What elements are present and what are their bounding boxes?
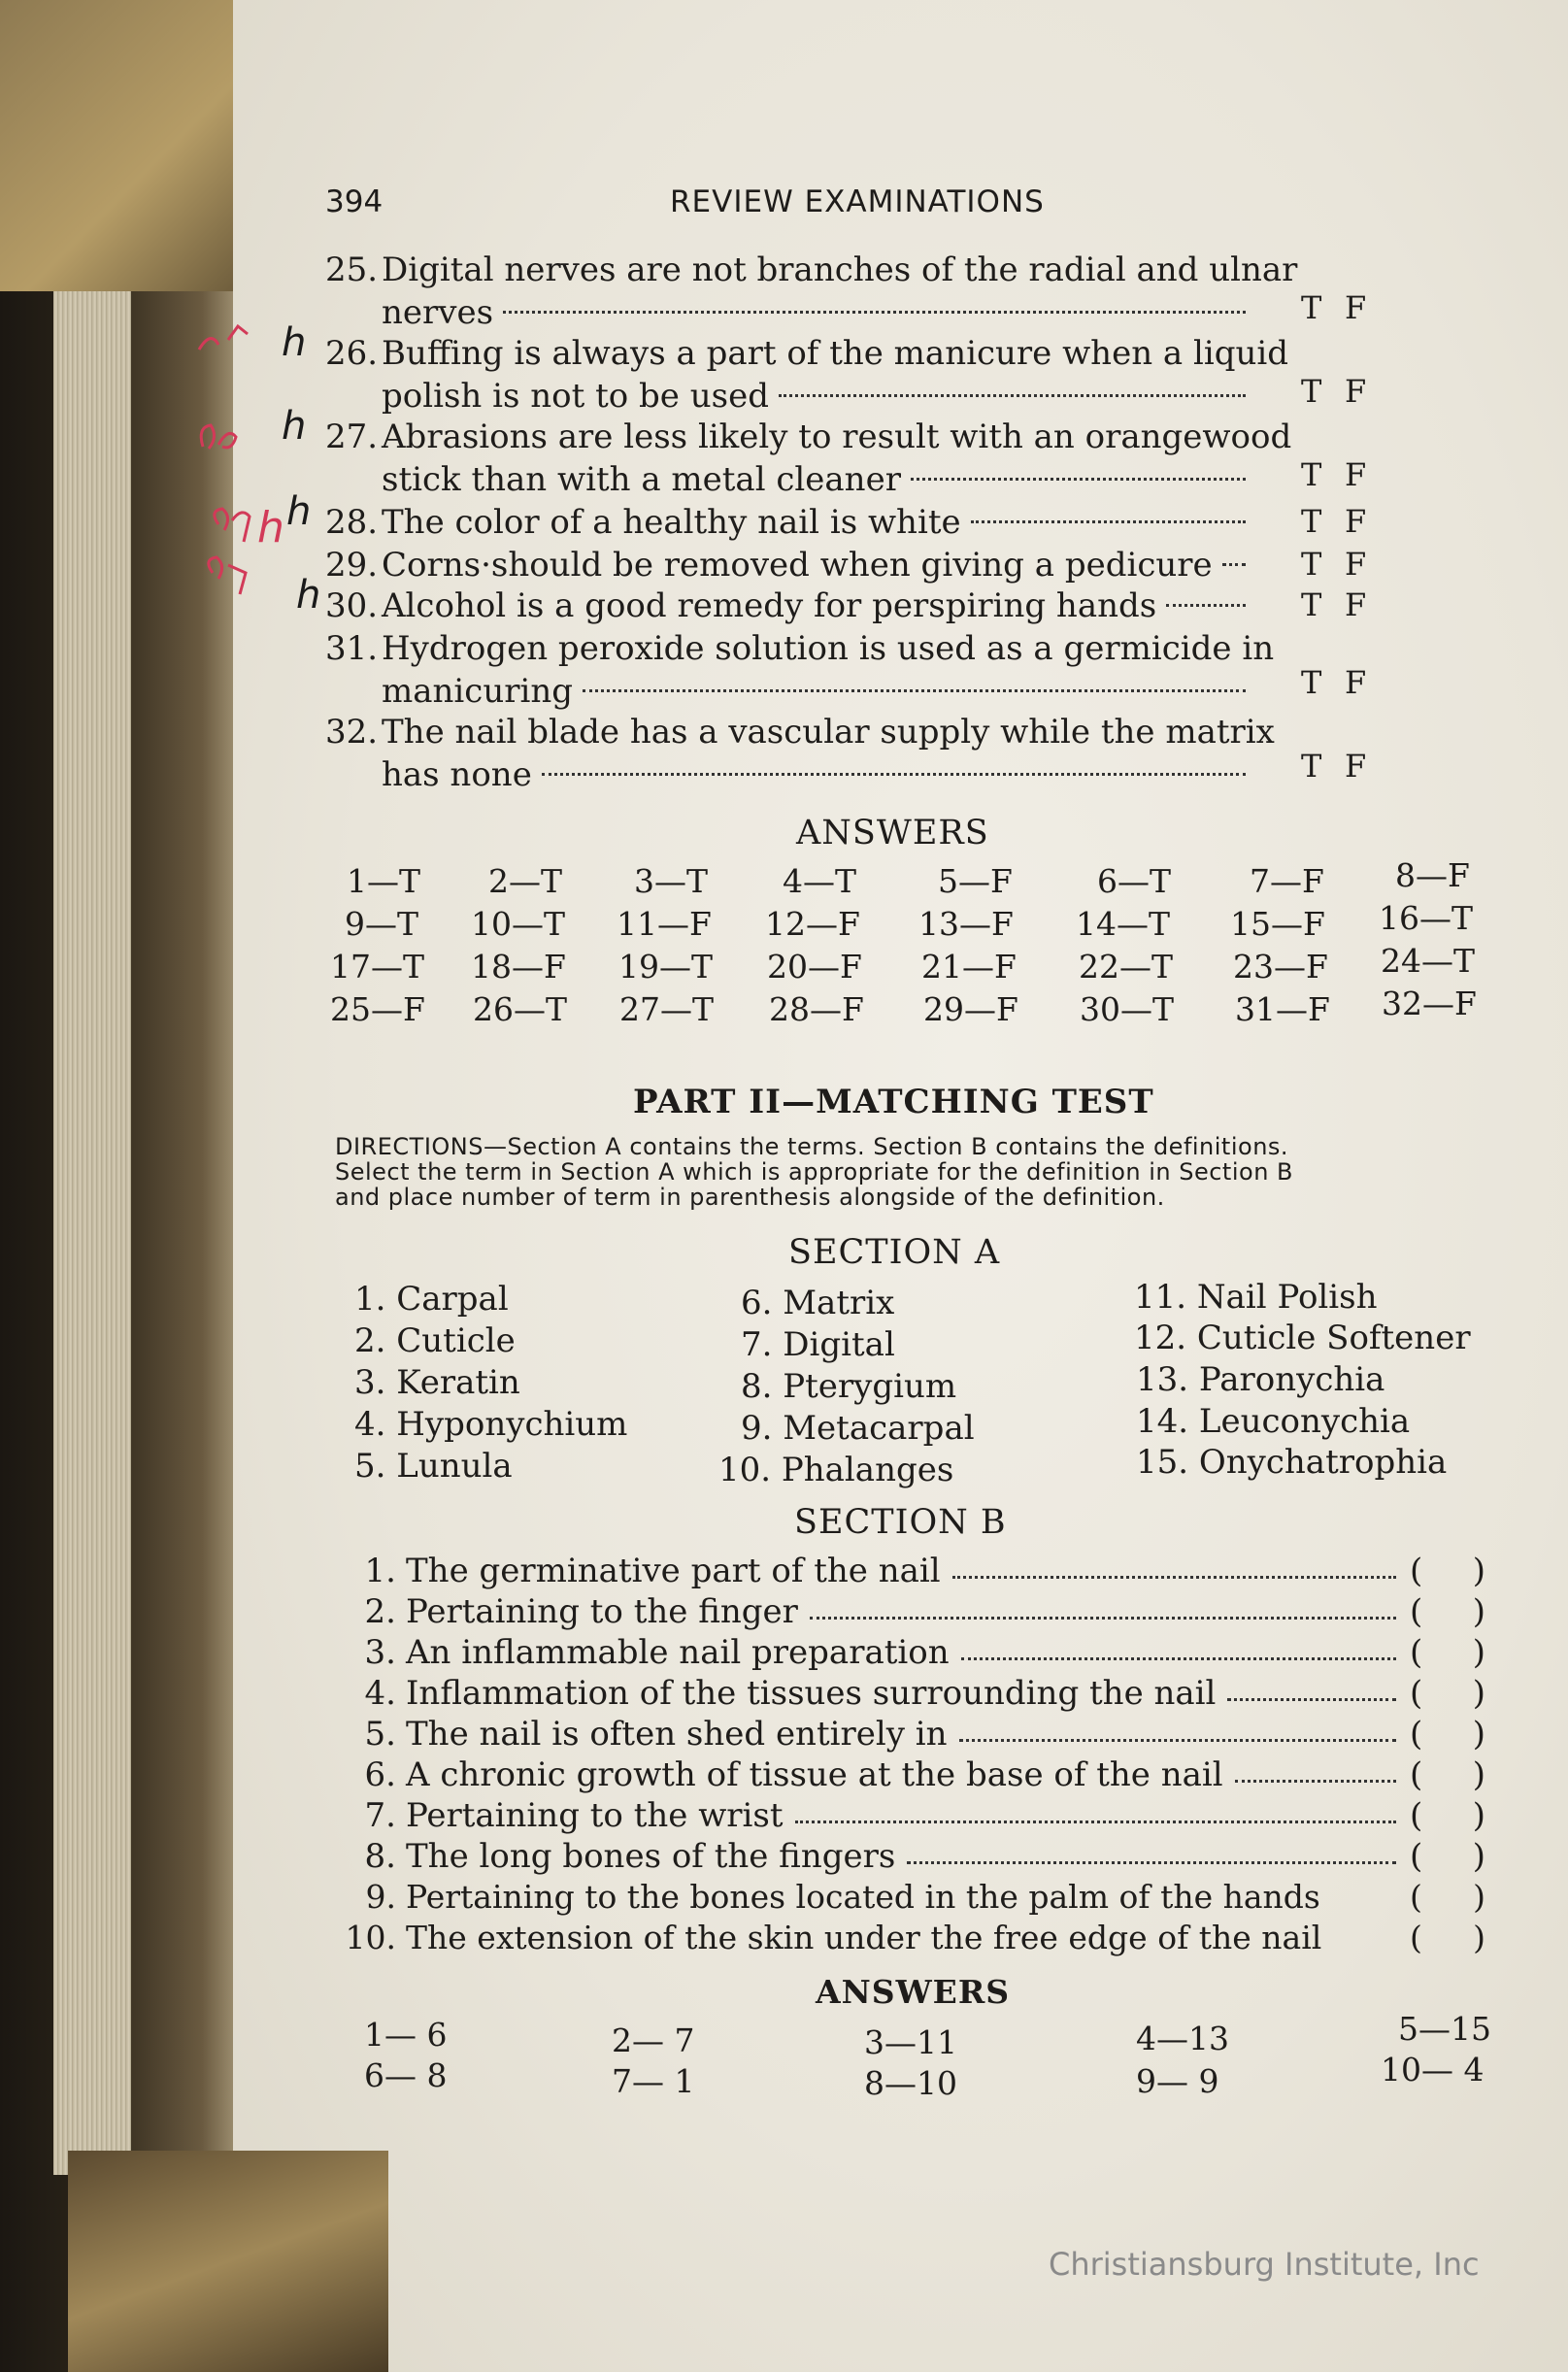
term-item: 15. Onychatrophia — [1136, 1443, 1448, 1482]
answer-item: 24—T — [1381, 942, 1476, 980]
true-option: T — [1301, 456, 1322, 493]
false-option: F — [1345, 503, 1367, 540]
handwritten-mark: h — [286, 489, 312, 534]
answer-item: 14—T — [1076, 905, 1171, 943]
page-number: 394 — [325, 184, 384, 219]
definition-item: 7. Pertaining to the wrist ( ) — [364, 1796, 1485, 1835]
definition-item: 6. A chronic growth of tissue at the base of the nail ( ) — [364, 1755, 1485, 1794]
false-option: F — [1345, 289, 1367, 326]
definition-item: 1. The germinative part of the nail ( ) — [364, 1552, 1485, 1590]
term-item: 9. Metacarpal — [741, 1409, 975, 1448]
false-option: F — [1345, 664, 1367, 701]
answer-item: 32—F — [1382, 985, 1477, 1022]
watermark: Christiansburg Institute, Inc — [1049, 2246, 1480, 2283]
handwritten-mark: h — [282, 404, 307, 449]
false-option: F — [1345, 373, 1367, 410]
definition-item: 10. The extension of the skin under the free edge of the nail ( ) — [345, 1919, 1485, 1956]
handwritten-mark: h — [282, 320, 307, 365]
book-cover-corner-top — [0, 0, 238, 291]
term-item: 1. Carpal — [354, 1280, 509, 1319]
true-option: T — [1301, 664, 1322, 701]
definition-item: 8. The long bones of the fingers ( ) — [364, 1837, 1485, 1876]
answer-item: 15—F — [1230, 905, 1325, 943]
term-item: 4. Hyponychium — [354, 1405, 628, 1444]
term-item: 6. Matrix — [741, 1284, 895, 1322]
answer-item: 4—T — [783, 862, 857, 900]
false-option: F — [1345, 546, 1367, 583]
answer-item: 20—F — [767, 948, 862, 986]
term-item: 5. Lunula — [354, 1447, 513, 1486]
term-item: 10. Phalanges — [718, 1451, 954, 1489]
definition-item: 9. Pertaining to the bones located in the palm of the hands ( ) — [365, 1878, 1485, 1916]
answer-item: 27—T — [619, 990, 715, 1028]
answer-item: 9—T — [345, 905, 419, 943]
answer-item: 3—T — [634, 862, 709, 900]
true-option: T — [1301, 748, 1322, 785]
answer-item: 28—F — [769, 990, 864, 1028]
answer-item: 26—T — [473, 990, 568, 1028]
answers-title-2: ANSWERS — [816, 1973, 1011, 2011]
answer-item: 13—F — [918, 905, 1014, 943]
running-header: REVIEW EXAMINATIONS — [670, 184, 1045, 219]
term-item: 12. Cuticle Softener — [1134, 1319, 1471, 1357]
answer-item: 6— 8 — [364, 2056, 448, 2094]
term-item: 8. Pterygium — [741, 1367, 957, 1406]
definition-item: 2. Pertaining to the finger ( ) — [364, 1592, 1485, 1631]
answer-item: 22—T — [1079, 948, 1174, 986]
false-option: F — [1345, 456, 1367, 493]
true-option: T — [1301, 503, 1322, 540]
answer-item: 5—F — [938, 862, 1013, 900]
answer-item: 1— 6 — [364, 2016, 448, 2054]
answer-item: 7—F — [1250, 862, 1324, 900]
term-item: 7. Digital — [741, 1325, 895, 1364]
answer-item: 9— 9 — [1136, 2062, 1219, 2100]
definition-item: 5. The nail is often shed entirely in ( ) — [364, 1715, 1485, 1754]
true-option: T — [1301, 546, 1322, 583]
directions: DIRECTIONS—Section A contains the terms. Section B contains the definitions. Select the term in Section A which is appropriate for the definition in Section B and place number of term in parenthesis alongside of the definition. — [335, 1133, 1293, 1211]
term-item: 3. Keratin — [354, 1363, 520, 1402]
term-item: 11. Nail Polish — [1134, 1278, 1378, 1317]
answer-item: 30—T — [1080, 990, 1175, 1028]
answer-item: 3—11 — [864, 2023, 957, 2061]
true-option: T — [1301, 373, 1322, 410]
answer-item: 6—T — [1097, 862, 1172, 900]
true-option: T — [1301, 289, 1322, 326]
definition-item: 3. An inflammable nail preparation ( ) — [364, 1633, 1485, 1672]
answer-item: 19—T — [618, 948, 714, 986]
section-a-title: SECTION A — [788, 1233, 1001, 1272]
answer-item: 7— 1 — [612, 2062, 695, 2100]
answer-item: 2— 7 — [612, 2021, 695, 2059]
answer-item: 25—F — [330, 990, 425, 1028]
answer-item: 10— 4 — [1381, 2051, 1485, 2088]
book-page: 394 REVIEW EXAMINATIONS 25. Digital nerves are not branches of the radial and ulnar nerves T F 26. Buffing is always a part of the manicure when a liquid polish is not to be used T F 27. Abrasions are less likely to result with an orangewood stick than with a metal cleaner T F 28. The color of a healthy nail is white T F 29. Corns·should be removed when giving a pedicure T F 30. Alcohol is a good remedy for perspiring hands T F 31. Hydrogen peroxide solution is used as a germicide in manicuring T F 32. The nail blade has a vascular supply while the matrix has none T F h h h h h ANSWERS 1—T 2—T 3—T 4—T 5—F 6—T 7—F 8—F 9—T 10—T 11—F 12—F 13—F 14—T 15—F 16—T 17—T 18—F 19—T 20—F 21—F 22—T 23—F 24—T 25—F 26—T 27—T 28—F 29—F 30—T 31—F 32—F PART II—MATCHING TEST DIRECTIONS—Section A contains the terms. Section B contains the definitions. Select the term in Section A which is appropriate for the definition in Section B and place number of term in parenthesis alongside of the definition. SECTION A 1. Carpal 2. Cuticle 3. Keratin 4. Hyponychium 5. Lunula 6. Matrix 7. Digital 8. Pterygium 9. Metacarpal 10. Phalanges 11. Nail Polish 12. Cuticle Softener 13. Paronychia 14. Leuconychia 15. Onychatrophia SECTION B 1. The germinative part of the nail ( ) 2. Pertaining to the finger ( ) 3. An inflammable nail preparation ( ) 4. Inflammation of the tissues surrounding the nail ( ) 5. The nail is often shed entirely in ( ) 6. A chronic growth of tissue at the base of the nail ( ) 7. Pertaining to the wrist ( ) 8. The long bones of the fingers ( ) 9. Pertaining to the bones located in the palm of the hands ( ) 10. The extension of the skin under the free edge of the nail ( ) ANSWERS 1— 6 2— 7 3—11 4—13 5—15 6— 8 7— 1 8—10 9— 9 10— 4 — [233, 0, 1568, 2372]
answer-item: 21—F — [921, 948, 1017, 986]
false-option: F — [1345, 586, 1367, 623]
answer-item: 2—T — [488, 862, 563, 900]
definition-item: 4. Inflammation of the tissues surrounding the nail ( ) — [364, 1674, 1485, 1713]
answer-item: 18—F — [471, 948, 566, 986]
answer-item: 8—10 — [864, 2064, 957, 2102]
false-option: F — [1345, 748, 1367, 785]
handwritten-red-scribbles — [189, 291, 286, 621]
answers-title: ANSWERS — [796, 814, 989, 852]
section-b-title: SECTION B — [794, 1503, 1007, 1542]
answer-item: 31—F — [1235, 990, 1330, 1028]
handwritten-mark: h — [296, 573, 321, 618]
answer-item: 29—F — [923, 990, 1018, 1028]
answer-item: 1—T — [347, 862, 421, 900]
answer-item: 11—F — [617, 905, 712, 943]
answer-item: 16—T — [1379, 899, 1474, 937]
answer-item: 8—F — [1395, 856, 1470, 894]
book-cover-corner-bottom — [68, 2151, 388, 2372]
part-two-title: PART II—MATCHING TEST — [633, 1083, 1154, 1121]
answer-item: 5—15 — [1398, 2010, 1491, 2048]
term-item: 13. Paronychia — [1136, 1360, 1385, 1399]
term-item: 2. Cuticle — [354, 1321, 516, 1360]
answer-item: 23—F — [1233, 948, 1328, 986]
true-option: T — [1301, 586, 1322, 623]
page-edges — [53, 272, 131, 2175]
answer-item: 17—T — [330, 948, 425, 986]
handwritten-mark: h — [257, 503, 284, 552]
answer-item: 4—13 — [1136, 2020, 1229, 2057]
term-item: 14. Leuconychia — [1136, 1402, 1411, 1441]
answer-item: 12—F — [765, 905, 860, 943]
answer-item: 10—T — [471, 905, 566, 943]
